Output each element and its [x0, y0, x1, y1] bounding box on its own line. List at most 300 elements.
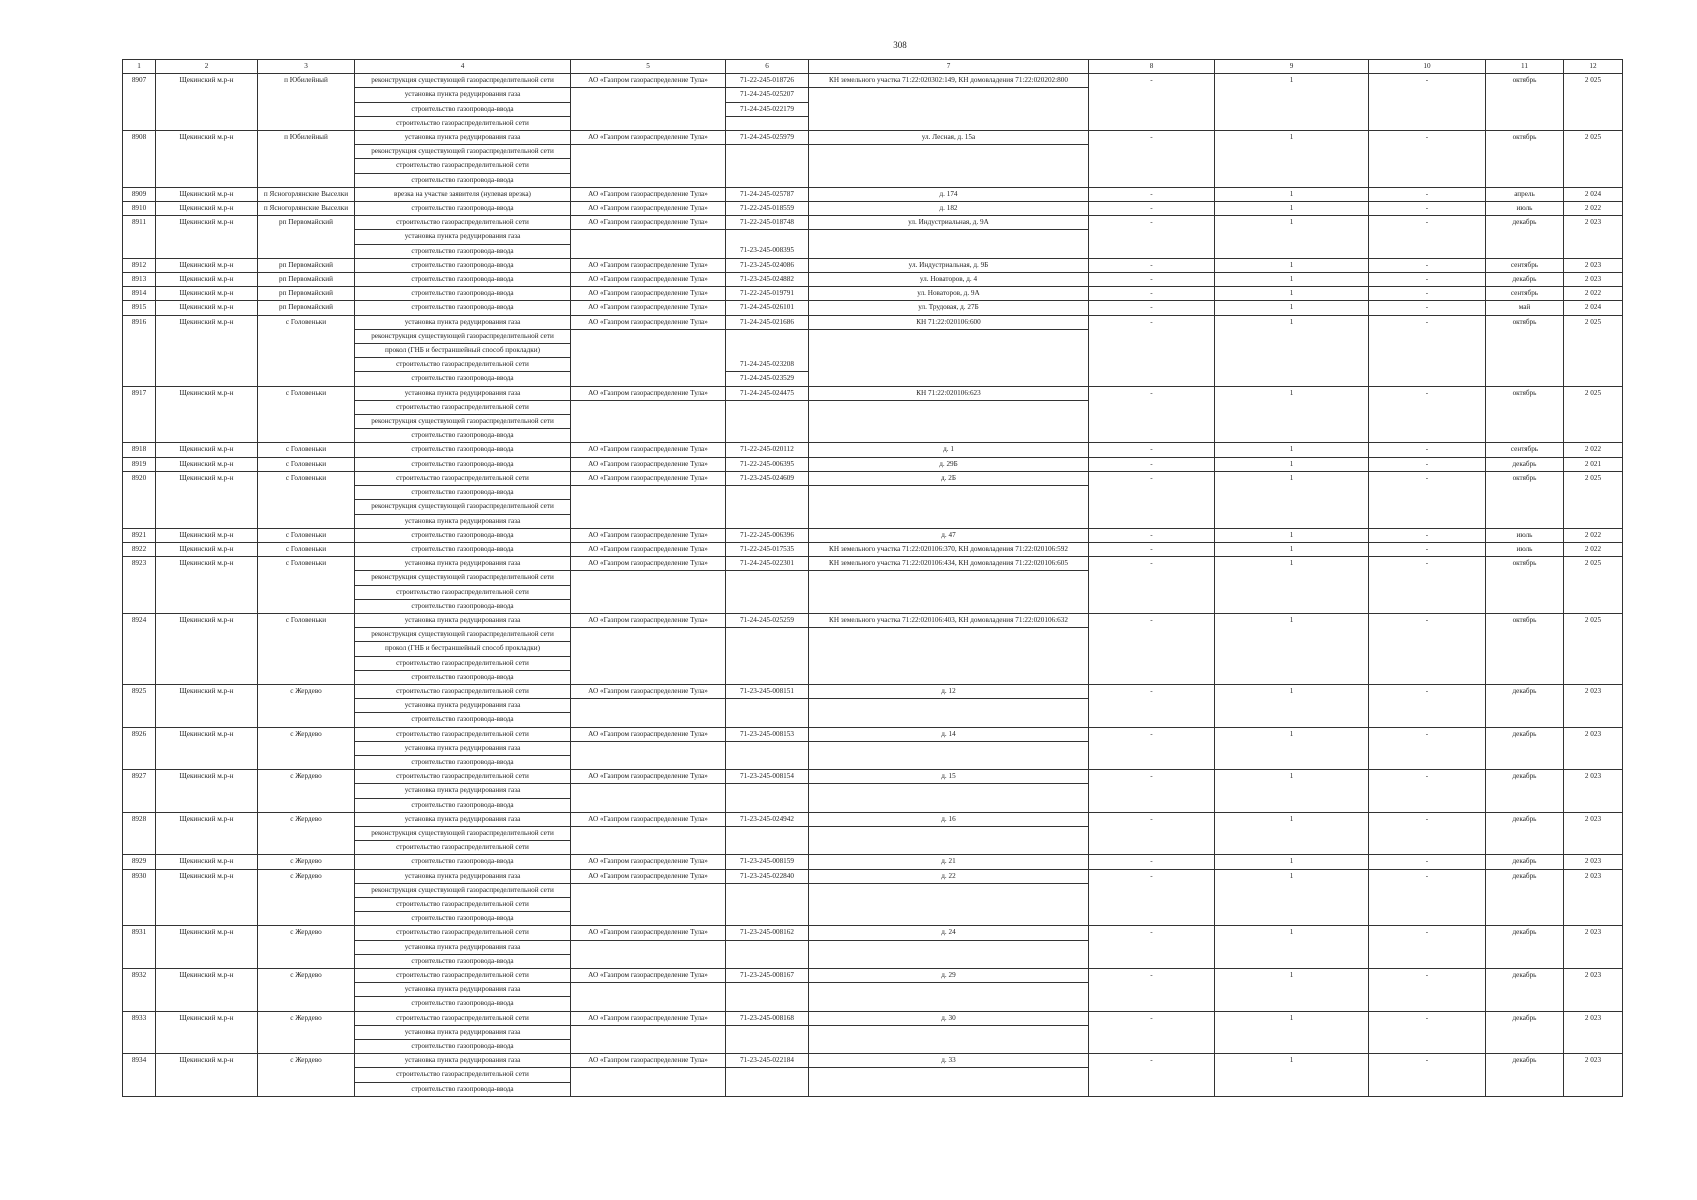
locality-cell: с Жердево — [258, 1011, 355, 1025]
table-row — [123, 116, 1623, 130]
district-cell: Щекинский м.р-н — [156, 258, 258, 272]
col9-cell — [1215, 940, 1369, 954]
locality-cell — [258, 983, 355, 997]
col10-cell — [1369, 1082, 1486, 1096]
col9-cell — [1215, 102, 1369, 116]
request-code-cell — [726, 116, 809, 130]
year-cell — [1564, 116, 1623, 130]
column-header: 2 — [156, 60, 258, 74]
district-cell: Щекинский м.р-н — [156, 457, 258, 471]
col10-cell — [1369, 230, 1486, 244]
col8-cell: - — [1089, 869, 1215, 883]
record-number — [123, 400, 156, 414]
col10-cell — [1369, 244, 1486, 258]
month-cell — [1486, 599, 1564, 613]
year-cell: 2 025 — [1564, 471, 1623, 485]
locality-cell: п Юбилейный — [258, 74, 355, 88]
col10-cell — [1369, 173, 1486, 187]
work-type-cell: строительство газопровода-ввода — [355, 486, 571, 500]
col10-cell — [1369, 88, 1486, 102]
year-cell — [1564, 145, 1623, 159]
organization-cell: АО «Газпром газораспределение Тула» — [571, 216, 726, 230]
month-cell — [1486, 88, 1564, 102]
month-cell — [1486, 670, 1564, 684]
table-row — [123, 656, 1623, 670]
month-cell — [1486, 642, 1564, 656]
month-cell — [1486, 713, 1564, 727]
organization-cell: АО «Газпром газораспределение Тула» — [571, 770, 726, 784]
district-cell: Щекинский м.р-н — [156, 869, 258, 883]
organization-cell — [571, 1068, 726, 1082]
address-cell — [809, 741, 1089, 755]
month-cell — [1486, 741, 1564, 755]
work-type-cell: установка пункта редуцирования газа — [355, 1054, 571, 1068]
address-cell: д. 47 — [809, 528, 1089, 542]
year-cell — [1564, 358, 1623, 372]
col8-cell — [1089, 344, 1215, 358]
locality-cell — [258, 1068, 355, 1082]
request-code-cell: 71-23-245-008151 — [726, 684, 809, 698]
address-cell: ул. Трудовая, д. 27Б — [809, 301, 1089, 315]
col10-cell: - — [1369, 74, 1486, 88]
table-row — [123, 372, 1623, 386]
address-cell — [809, 372, 1089, 386]
col10-cell — [1369, 599, 1486, 613]
table-row — [123, 471, 1623, 485]
work-type-cell: строительство газораспределительной сети — [355, 400, 571, 414]
record-number — [123, 230, 156, 244]
work-type-cell: строительство газораспределительной сети — [355, 684, 571, 698]
col9-cell — [1215, 400, 1369, 414]
work-type-cell: установка пункта редуцирования газа — [355, 315, 571, 329]
record-number — [123, 883, 156, 897]
work-type-cell: строительство газопровода-ввода — [355, 287, 571, 301]
col10-cell: - — [1369, 315, 1486, 329]
record-number — [123, 1040, 156, 1054]
year-cell — [1564, 883, 1623, 897]
request-code-cell — [726, 500, 809, 514]
month-cell: декабрь — [1486, 855, 1564, 869]
address-cell — [809, 755, 1089, 769]
col8-cell — [1089, 358, 1215, 372]
record-number: 8921 — [123, 528, 156, 542]
year-cell — [1564, 798, 1623, 812]
col9-cell — [1215, 599, 1369, 613]
month-cell: июль — [1486, 542, 1564, 556]
col8-cell — [1089, 173, 1215, 187]
district-cell — [156, 755, 258, 769]
request-code-cell: 71-24-245-026101 — [726, 301, 809, 315]
month-cell — [1486, 500, 1564, 514]
organization-cell — [571, 230, 726, 244]
year-cell — [1564, 741, 1623, 755]
col10-cell — [1369, 1025, 1486, 1039]
table-row — [123, 173, 1623, 187]
organization-cell — [571, 1082, 726, 1096]
request-code-cell: 71-24-245-023529 — [726, 372, 809, 386]
record-number: 8907 — [123, 74, 156, 88]
locality-cell — [258, 244, 355, 258]
record-number: 8924 — [123, 613, 156, 627]
month-cell: октябрь — [1486, 131, 1564, 145]
district-cell — [156, 514, 258, 528]
col8-cell — [1089, 1068, 1215, 1082]
record-number: 8919 — [123, 457, 156, 471]
month-cell — [1486, 429, 1564, 443]
col9-cell: 1 — [1215, 684, 1369, 698]
work-type-cell: установка пункта редуцирования газа — [355, 88, 571, 102]
col8-cell — [1089, 159, 1215, 173]
table-row — [123, 784, 1623, 798]
table-row — [123, 145, 1623, 159]
year-cell — [1564, 1040, 1623, 1054]
record-number: 8912 — [123, 258, 156, 272]
address-cell — [809, 514, 1089, 528]
record-number — [123, 500, 156, 514]
month-cell: октябрь — [1486, 74, 1564, 88]
month-cell — [1486, 954, 1564, 968]
col10-cell — [1369, 329, 1486, 343]
organization-cell — [571, 983, 726, 997]
address-cell — [809, 88, 1089, 102]
month-cell — [1486, 1068, 1564, 1082]
request-code-cell — [726, 173, 809, 187]
col10-cell: - — [1369, 528, 1486, 542]
col9-cell — [1215, 1040, 1369, 1054]
year-cell — [1564, 429, 1623, 443]
col8-cell: - — [1089, 202, 1215, 216]
locality-cell — [258, 1025, 355, 1039]
col10-cell: - — [1369, 855, 1486, 869]
work-type-cell: прокол (ГНБ и бестраншейный способ прокладки) — [355, 344, 571, 358]
year-cell — [1564, 344, 1623, 358]
table-row — [123, 528, 1623, 542]
year-cell: 2 022 — [1564, 443, 1623, 457]
address-cell: ул. Лесная, д. 15а — [809, 131, 1089, 145]
request-code-cell — [726, 230, 809, 244]
locality-cell: с Головеньки — [258, 386, 355, 400]
table-row — [123, 926, 1623, 940]
record-number — [123, 1082, 156, 1096]
month-cell — [1486, 656, 1564, 670]
work-type-cell: установка пункта редуцирования газа — [355, 784, 571, 798]
column-header: 1 — [123, 60, 156, 74]
year-cell: 2 025 — [1564, 386, 1623, 400]
page-number: 308 — [893, 40, 907, 50]
month-cell: декабрь — [1486, 926, 1564, 940]
col10-cell — [1369, 940, 1486, 954]
address-cell: д. 22 — [809, 869, 1089, 883]
table-row — [123, 798, 1623, 812]
organization-cell: АО «Газпром газораспределение Тула» — [571, 528, 726, 542]
organization-cell: АО «Газпром газораспределение Тула» — [571, 855, 726, 869]
work-type-cell: строительство газораспределительной сети — [355, 1068, 571, 1082]
locality-cell — [258, 486, 355, 500]
request-code-cell: 71-23-245-024609 — [726, 471, 809, 485]
table-row — [123, 628, 1623, 642]
table-row — [123, 883, 1623, 897]
record-number — [123, 699, 156, 713]
year-cell — [1564, 656, 1623, 670]
col10-cell: - — [1369, 869, 1486, 883]
column-header: 6 — [726, 60, 809, 74]
address-cell: КН земельного участка 71:22:020106:434, КН домовладения 71:22:020106:605 — [809, 557, 1089, 571]
month-cell: декабрь — [1486, 727, 1564, 741]
month-cell — [1486, 628, 1564, 642]
col9-cell — [1215, 1068, 1369, 1082]
col10-cell — [1369, 741, 1486, 755]
address-cell — [809, 912, 1089, 926]
request-code-cell: 71-23-245-022840 — [726, 869, 809, 883]
col8-cell: - — [1089, 926, 1215, 940]
district-cell — [156, 372, 258, 386]
col8-cell — [1089, 784, 1215, 798]
request-code-cell — [726, 486, 809, 500]
col9-cell — [1215, 897, 1369, 911]
work-type-cell: строительство газопровода-ввода — [355, 670, 571, 684]
year-cell: 2 024 — [1564, 301, 1623, 315]
column-header: 3 — [258, 60, 355, 74]
locality-cell — [258, 841, 355, 855]
record-number: 8915 — [123, 301, 156, 315]
col8-cell: - — [1089, 542, 1215, 556]
col9-cell: 1 — [1215, 74, 1369, 88]
locality-cell: с Жердево — [258, 684, 355, 698]
district-cell — [156, 571, 258, 585]
organization-cell — [571, 940, 726, 954]
col8-cell — [1089, 826, 1215, 840]
col9-cell — [1215, 883, 1369, 897]
month-cell — [1486, 116, 1564, 130]
col10-cell — [1369, 656, 1486, 670]
table-row — [123, 88, 1623, 102]
col8-cell — [1089, 883, 1215, 897]
col9-cell: 1 — [1215, 557, 1369, 571]
address-cell: ул. Новаторов, д. 9А — [809, 287, 1089, 301]
table-row — [123, 1082, 1623, 1096]
organization-cell — [571, 699, 726, 713]
district-cell — [156, 1068, 258, 1082]
record-number — [123, 88, 156, 102]
year-cell: 2 023 — [1564, 770, 1623, 784]
record-number: 8923 — [123, 557, 156, 571]
table-row — [123, 415, 1623, 429]
table-row — [123, 841, 1623, 855]
organization-cell — [571, 514, 726, 528]
col8-cell — [1089, 983, 1215, 997]
column-header: 9 — [1215, 60, 1369, 74]
record-number — [123, 116, 156, 130]
col10-cell — [1369, 954, 1486, 968]
address-cell — [809, 1040, 1089, 1054]
work-type-cell: строительство газопровода-ввода — [355, 102, 571, 116]
organization-cell — [571, 415, 726, 429]
month-cell — [1486, 145, 1564, 159]
col8-cell: - — [1089, 684, 1215, 698]
locality-cell — [258, 656, 355, 670]
month-cell — [1486, 784, 1564, 798]
address-cell — [809, 429, 1089, 443]
locality-cell: с Головеньки — [258, 443, 355, 457]
table-row — [123, 699, 1623, 713]
year-cell — [1564, 1082, 1623, 1096]
col8-cell — [1089, 755, 1215, 769]
address-cell — [809, 329, 1089, 343]
header-row — [123, 60, 1623, 74]
address-cell — [809, 883, 1089, 897]
address-cell — [809, 486, 1089, 500]
work-type-cell: установка пункта редуцирования газа — [355, 940, 571, 954]
locality-cell: с Жердево — [258, 926, 355, 940]
column-header: 7 — [809, 60, 1089, 74]
month-cell — [1486, 344, 1564, 358]
col8-cell — [1089, 599, 1215, 613]
year-cell: 2 025 — [1564, 315, 1623, 329]
request-code-cell — [726, 429, 809, 443]
organization-cell — [571, 88, 726, 102]
address-cell: д. 16 — [809, 812, 1089, 826]
district-cell — [156, 784, 258, 798]
month-cell — [1486, 585, 1564, 599]
district-cell — [156, 912, 258, 926]
col8-cell — [1089, 116, 1215, 130]
month-cell: апрель — [1486, 187, 1564, 201]
col8-cell — [1089, 670, 1215, 684]
work-type-cell: строительство газопровода-ввода — [355, 1040, 571, 1054]
year-cell — [1564, 713, 1623, 727]
work-type-cell: строительство газораспределительной сети — [355, 1011, 571, 1025]
request-code-cell: 71-23-245-024942 — [726, 812, 809, 826]
col10-cell — [1369, 116, 1486, 130]
column-header: 12 — [1564, 60, 1623, 74]
col8-cell — [1089, 628, 1215, 642]
col10-cell — [1369, 997, 1486, 1011]
request-code-cell — [726, 713, 809, 727]
col8-cell: - — [1089, 216, 1215, 230]
work-type-cell: строительство газопровода-ввода — [355, 1082, 571, 1096]
col10-cell: - — [1369, 727, 1486, 741]
locality-cell: рп Первомайский — [258, 273, 355, 287]
col9-cell — [1215, 997, 1369, 1011]
work-type-cell: реконструкция существующей газораспределительной сети — [355, 826, 571, 840]
col10-cell — [1369, 571, 1486, 585]
year-cell: 2 023 — [1564, 969, 1623, 983]
request-code-cell: 71-23-245-008168 — [726, 1011, 809, 1025]
month-cell: октябрь — [1486, 315, 1564, 329]
request-code-cell — [726, 1040, 809, 1054]
organization-cell: АО «Газпром газораспределение Тула» — [571, 386, 726, 400]
col8-cell — [1089, 88, 1215, 102]
year-cell — [1564, 699, 1623, 713]
work-type-cell: строительство газопровода-ввода — [355, 301, 571, 315]
district-cell — [156, 826, 258, 840]
table-row — [123, 202, 1623, 216]
year-cell — [1564, 826, 1623, 840]
col9-cell — [1215, 699, 1369, 713]
organization-cell — [571, 897, 726, 911]
organization-cell: АО «Газпром газораспределение Тула» — [571, 926, 726, 940]
district-cell — [156, 585, 258, 599]
locality-cell — [258, 755, 355, 769]
col9-cell — [1215, 159, 1369, 173]
col8-cell — [1089, 940, 1215, 954]
year-cell: 2 023 — [1564, 216, 1623, 230]
table-row — [123, 287, 1623, 301]
district-cell: Щекинский м.р-н — [156, 613, 258, 627]
work-type-cell: строительство газораспределительной сети — [355, 969, 571, 983]
record-number: 8932 — [123, 969, 156, 983]
request-code-cell — [726, 897, 809, 911]
month-cell — [1486, 755, 1564, 769]
col8-cell — [1089, 486, 1215, 500]
year-cell: 2 023 — [1564, 812, 1623, 826]
col10-cell: - — [1369, 258, 1486, 272]
col8-cell — [1089, 145, 1215, 159]
month-cell: декабрь — [1486, 1011, 1564, 1025]
col8-cell — [1089, 1040, 1215, 1054]
locality-cell: п Юбилейный — [258, 131, 355, 145]
record-number — [123, 173, 156, 187]
locality-cell: рп Первомайский — [258, 287, 355, 301]
organization-cell: АО «Газпром газораспределение Тула» — [571, 869, 726, 883]
request-code-cell — [726, 514, 809, 528]
address-cell — [809, 415, 1089, 429]
column-header: 5 — [571, 60, 726, 74]
col10-cell: - — [1369, 386, 1486, 400]
request-code-cell: 71-22-245-018559 — [726, 202, 809, 216]
request-code-cell: 71-23-245-008167 — [726, 969, 809, 983]
col10-cell — [1369, 670, 1486, 684]
request-code-cell — [726, 784, 809, 798]
month-cell — [1486, 1025, 1564, 1039]
record-number: 8913 — [123, 273, 156, 287]
work-type-cell: строительство газопровода-ввода — [355, 457, 571, 471]
address-cell — [809, 954, 1089, 968]
address-cell: д. 15 — [809, 770, 1089, 784]
month-cell — [1486, 159, 1564, 173]
table-row — [123, 1054, 1623, 1068]
col8-cell: - — [1089, 315, 1215, 329]
year-cell — [1564, 500, 1623, 514]
address-cell — [809, 173, 1089, 187]
col8-cell — [1089, 699, 1215, 713]
col10-cell: - — [1369, 926, 1486, 940]
record-number: 8917 — [123, 386, 156, 400]
month-cell: декабрь — [1486, 457, 1564, 471]
locality-cell — [258, 102, 355, 116]
organization-cell: АО «Газпром газораспределение Тула» — [571, 187, 726, 201]
col10-cell: - — [1369, 613, 1486, 627]
col10-cell: - — [1369, 131, 1486, 145]
request-code-cell — [726, 699, 809, 713]
table-row — [123, 230, 1623, 244]
col8-cell: - — [1089, 812, 1215, 826]
col8-cell: - — [1089, 386, 1215, 400]
organization-cell: АО «Газпром газораспределение Тула» — [571, 727, 726, 741]
col10-cell: - — [1369, 684, 1486, 698]
col8-cell — [1089, 656, 1215, 670]
address-cell — [809, 670, 1089, 684]
work-type-cell: установка пункта редуцирования газа — [355, 613, 571, 627]
work-type-cell: строительство газопровода-ввода — [355, 713, 571, 727]
col10-cell — [1369, 486, 1486, 500]
col10-cell — [1369, 628, 1486, 642]
request-code-cell — [726, 656, 809, 670]
year-cell — [1564, 102, 1623, 116]
organization-cell — [571, 883, 726, 897]
col9-cell: 1 — [1215, 969, 1369, 983]
col10-cell — [1369, 159, 1486, 173]
